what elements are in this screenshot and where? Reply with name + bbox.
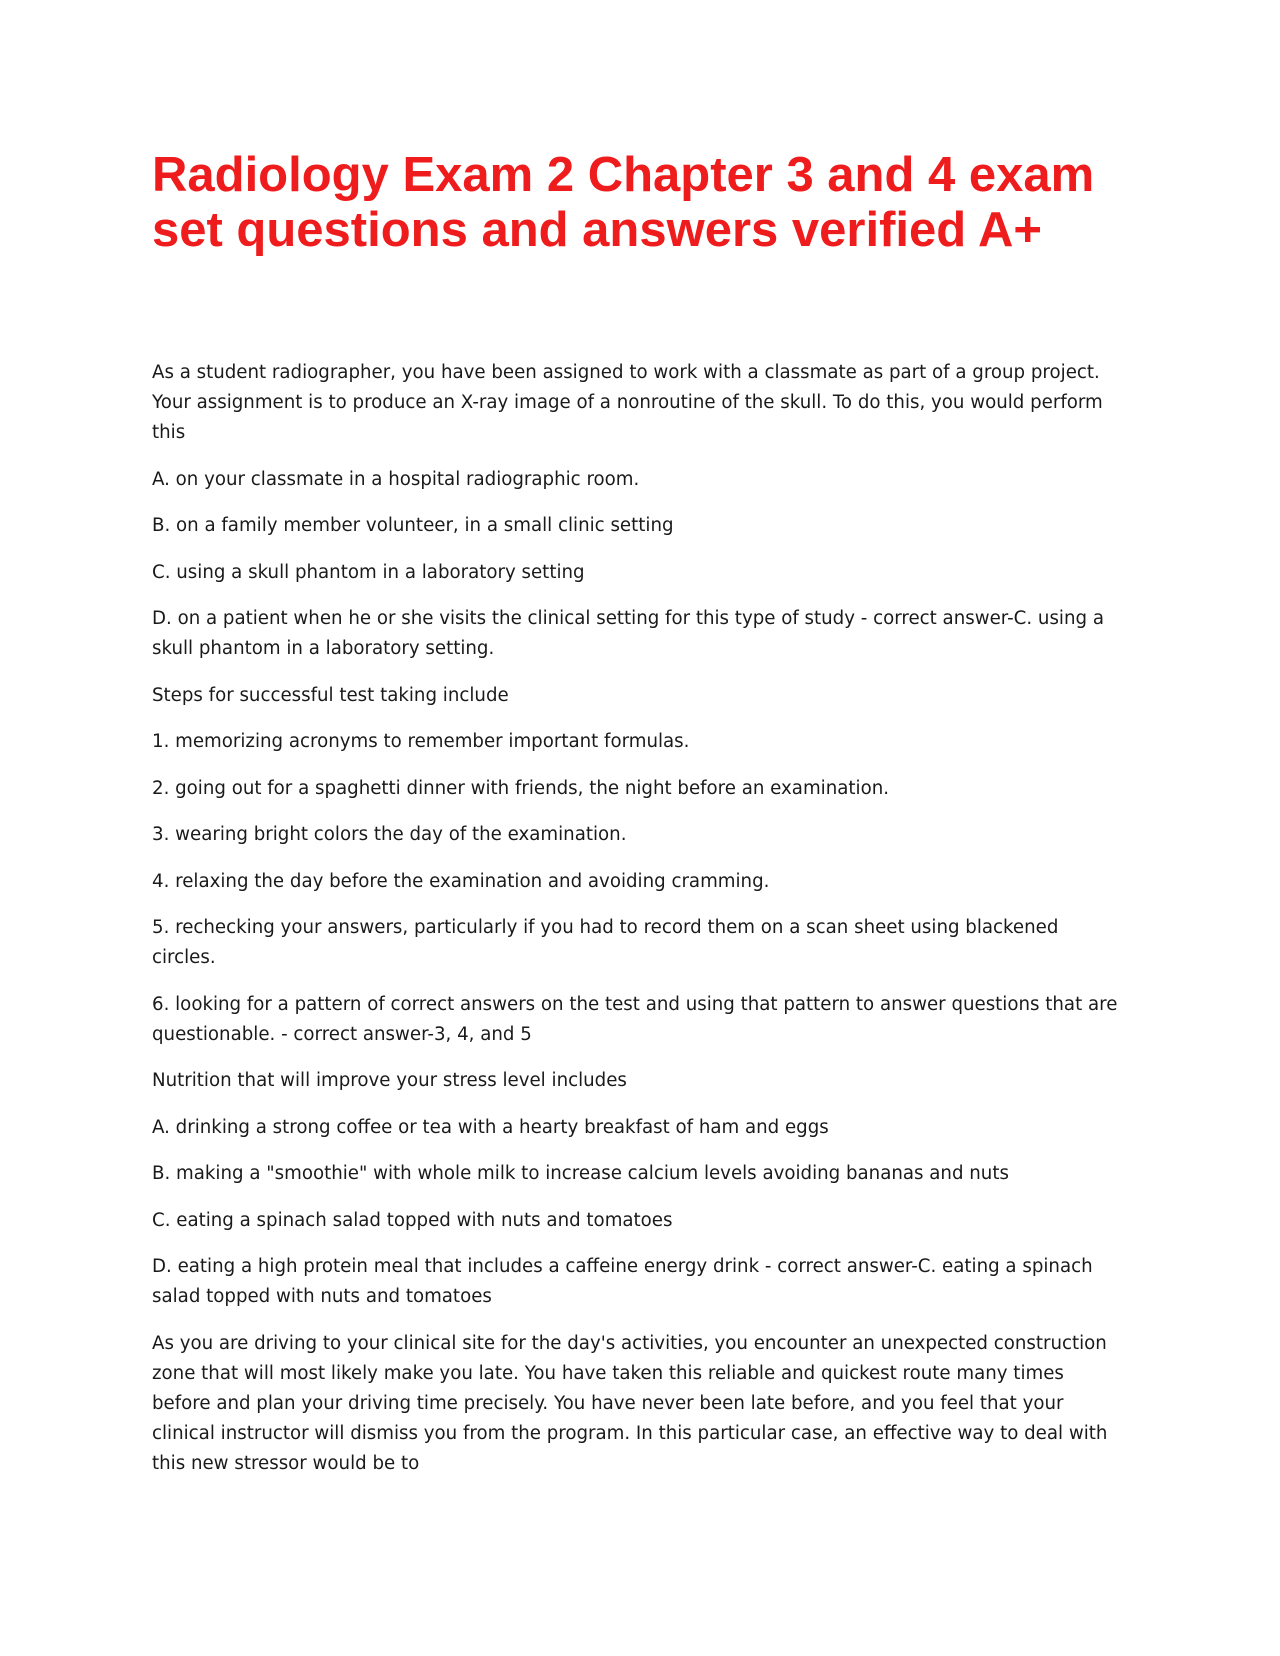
question-3-option-a: A. drinking a strong coffee or tea with a hearty breakfast of ham and eggs: [152, 1116, 829, 1138]
question-2-option-5: 5. rechecking your answers, particularly if you had to record them on a scan sheet using blackened circles.: [152, 917, 1059, 968]
question-2-option-4: 4. relaxing the day before the examination and avoiding cramming.: [152, 870, 770, 892]
question-1-option-b: B. on a family member volunteer, in a small clinic setting: [152, 515, 674, 536]
question-1-option-d-answer: D. on a patient when he or she visits the clinical setting for this type of study - correct answer-C. using a skull phantom in a laboratory setting.: [152, 608, 1104, 659]
question-2-stem: Steps for successful test taking include: [152, 684, 509, 706]
question-3-option-c: C. eating a spinach salad topped with nuts and tomatoes: [152, 1209, 673, 1231]
question-3-option-b: B. making a "smoothie" with whole milk to increase calcium levels avoiding bananas and nuts: [152, 1163, 1009, 1184]
question-1-option-a: A. on your classmate in a hospital radiographic room.: [152, 468, 640, 490]
document-body: [152, 358, 1127, 1495]
question-4-stem: As you are driving to your clinical site for the day's activities, you encounter an unexpected construction zone that will most likely make you late. You have taken this reliable and quickest route many times before and plan your driving time precisely. You have never been late before, and you feel that your clinical instructor will dismiss you from the program. In this particular case, an effective way to deal with this new stressor would be to: [152, 1332, 1108, 1474]
question-1-option-c: C. using a skull phantom in a laboratory setting: [152, 561, 585, 583]
question-2-option-2: 2. going out for a spaghetti dinner with friends, the night before an examination.: [152, 777, 890, 799]
question-3-option-d-answer: D. eating a high protein meal that includes a caffeine energy drink - correct answer-C. eating a spinach salad topped with nuts and tomatoes: [152, 1256, 1093, 1307]
document-title: Radiology Exam 2 Chapter 3 and 4 exam set questions and answers verified A+: [152, 148, 1095, 257]
question-2-option-1: 1. memorizing acronyms to remember important formulas.: [152, 731, 690, 752]
question-1-stem: As a student radiographer, you have been assigned to work with a classmate as part of a group project. Your assignment is to produce an X-ray image of a nonroutine of the skull. To do this, you would perform this: [152, 362, 1103, 443]
question-3-stem: Nutrition that will improve your stress level includes: [152, 1070, 627, 1091]
question-2-option-6-answer: 6. looking for a pattern of correct answers on the test and using that pattern to answer questions that are questionable. - correct answer-3, 4, and 5: [152, 993, 1118, 1045]
question-2-option-3: 3. wearing bright colors the day of the examination.: [152, 824, 627, 845]
